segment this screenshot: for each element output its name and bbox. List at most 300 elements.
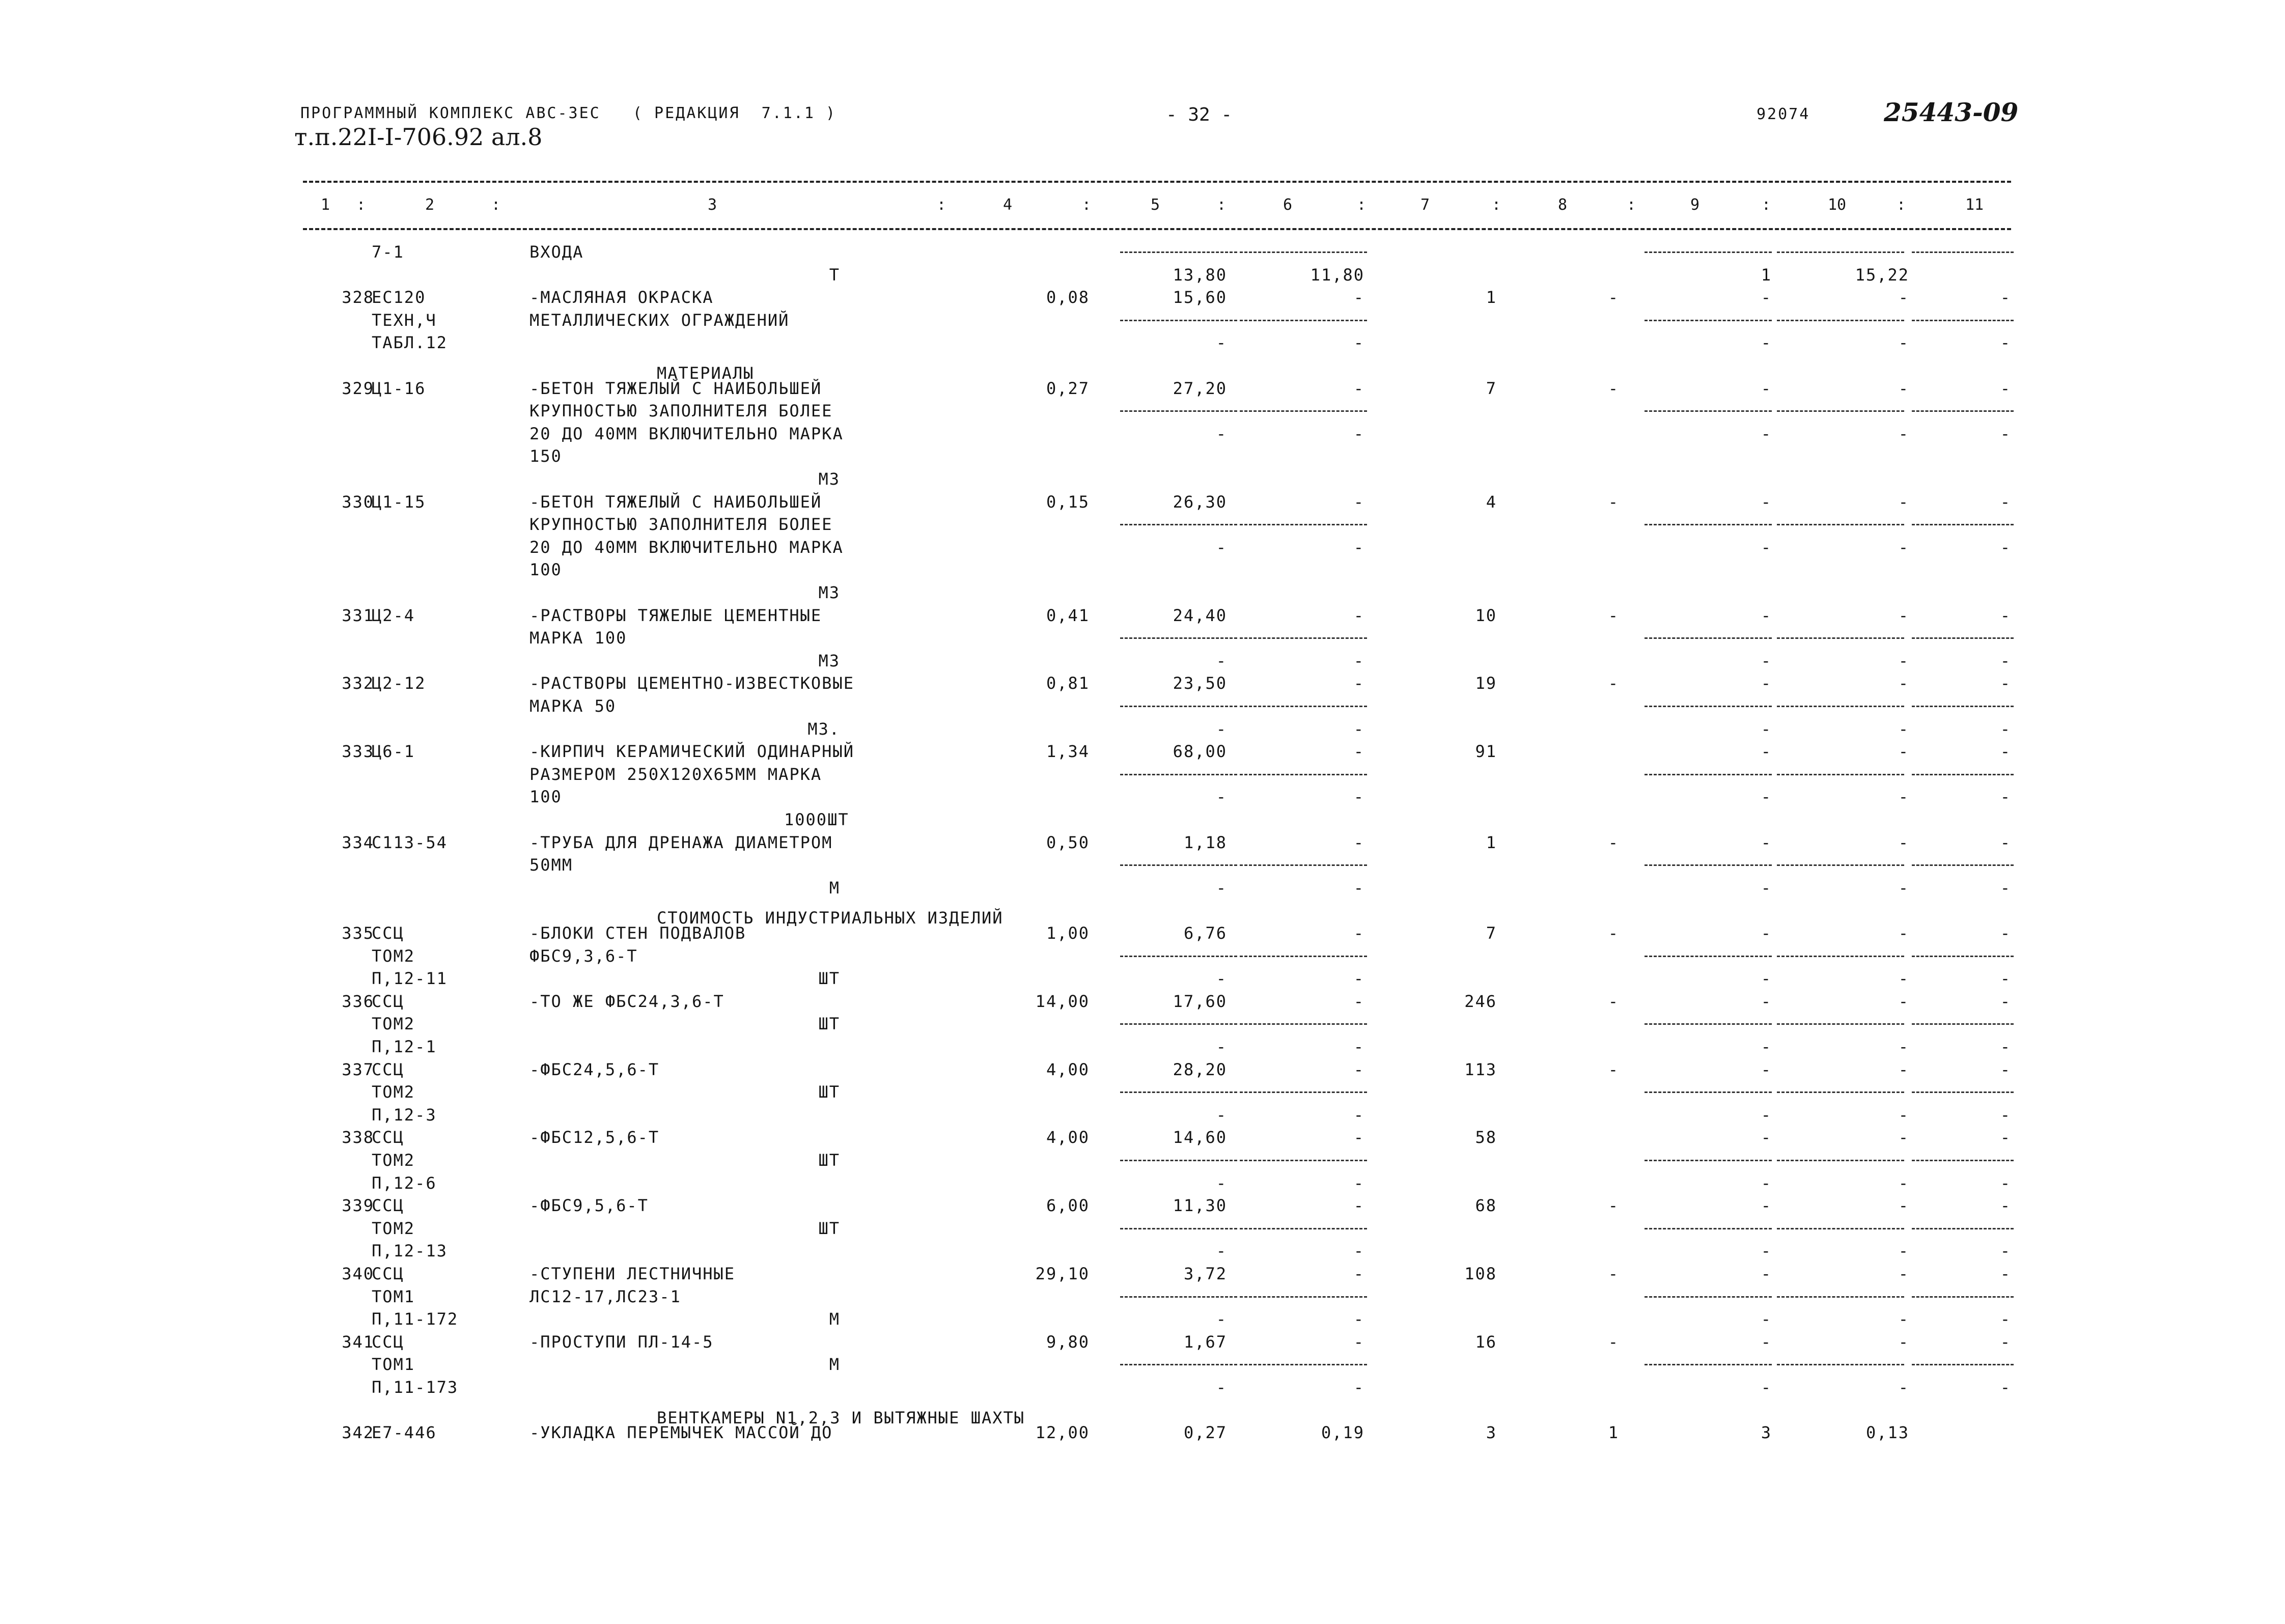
cell-c9: - [1761, 1309, 1772, 1329]
cell-desc: -БЕТОН ТЯЖЕЛЫЙ С НАИБОЛЬШЕЙ [530, 492, 822, 512]
cell-c9: - [1761, 424, 1772, 443]
cell-c10: - [1898, 1128, 1909, 1147]
cell-c10: - [1898, 1241, 1909, 1261]
column-separator: : [1492, 196, 1501, 214]
cell-code: Ц1-15 [372, 492, 426, 512]
table-row [0, 263, 2285, 287]
cell-num: 334 [342, 832, 374, 852]
subtotal-rule [1120, 956, 1237, 957]
cell-c6: - [1353, 651, 1364, 670]
subtotal-rule [1645, 524, 1772, 525]
subtotal-rule [1645, 706, 1772, 707]
subtotal-rule [1645, 956, 1772, 957]
subtotal-rule [1120, 1364, 1237, 1365]
cell-c11: - [2000, 742, 2011, 762]
column-separator: : [356, 196, 366, 214]
cell-code: ССЦ [372, 923, 404, 943]
cell-c9: - [1761, 742, 1772, 762]
cell-code: П,12-6 [372, 1173, 437, 1193]
cell-desc: -ФБС24,5,6-Т [530, 1059, 660, 1079]
cell-c11: - [2000, 605, 2011, 625]
cell-c5: 14,60 [1173, 1128, 1227, 1147]
subtotal-rule [1645, 251, 1772, 253]
cell-c9: - [1761, 288, 1772, 307]
cell-c11: - [2000, 1332, 2011, 1352]
cell-c5: 13,80 [1173, 265, 1227, 285]
cell-c6: - [1353, 742, 1364, 762]
subtotal-rule [1645, 1228, 1772, 1229]
table-row [0, 717, 2285, 741]
cell-c10: - [1898, 1264, 1909, 1283]
cell-c9: - [1761, 1128, 1772, 1147]
document-code: 92074 [1757, 105, 1810, 123]
cell-c5: 23,50 [1173, 674, 1227, 693]
cell-c7: 7 [1486, 378, 1497, 398]
cell-c4: 0,50 [1046, 832, 1090, 852]
cell-c4: 0,15 [1046, 492, 1090, 512]
subtotal-rule [1240, 1091, 1367, 1093]
cell-c7: 7 [1486, 923, 1497, 943]
document-reference: т.п.22I-I-706.92 ал.8 [294, 123, 543, 151]
cell-c8: - [1608, 1059, 1619, 1079]
cell-desc: МАРКА 100 [530, 628, 627, 648]
cell-code: ТОМ2 [372, 1082, 415, 1102]
cell-c7: 16 [1475, 1332, 1497, 1352]
subtotal-rule [1912, 320, 2014, 321]
table-row [0, 377, 2285, 400]
subtotal-rule [1120, 1296, 1237, 1298]
table-row [0, 536, 2285, 559]
cell-c10: - [1898, 674, 1909, 693]
subtotal-rule [1777, 320, 1904, 321]
table-row [0, 1058, 2285, 1081]
cell-c11: - [2000, 1059, 2011, 1079]
cell-c11: - [2000, 969, 2011, 989]
table-row [0, 808, 2285, 831]
subtotal-rule [1120, 524, 1237, 525]
cell-c6: - [1353, 878, 1364, 898]
cell-c6: - [1353, 1128, 1364, 1147]
subtotal-rule [1777, 956, 1904, 957]
cell-c7: 10 [1475, 605, 1497, 625]
subtotal-rule [1777, 1160, 1904, 1161]
cell-unit: М3 [818, 651, 840, 670]
subtotal-rule [1240, 320, 1367, 321]
cell-c5: - [1216, 719, 1227, 739]
cell-c8: - [1608, 832, 1619, 852]
cell-code: ТОМ2 [372, 946, 415, 966]
cell-c5: - [1216, 333, 1227, 353]
cell-c9: - [1761, 923, 1772, 943]
table-row [0, 671, 2285, 695]
cell-code: С113-54 [372, 832, 448, 852]
column-header: 5 [1151, 196, 1160, 214]
cell-desc: -ТРУБА ДЛЯ ДРЕНАЖА ДИАМЕТРОМ [530, 832, 833, 852]
section-heading: ВЕНТКАМЕРЫ N1,2,3 И ВЫТЯЖНЫЕ ШАХТЫ [657, 1408, 1025, 1427]
cell-c4: 1,34 [1046, 742, 1090, 762]
table-row [0, 785, 2285, 808]
column-separator: : [1627, 196, 1636, 214]
cell-c9: - [1761, 969, 1772, 989]
cell-c10: - [1898, 537, 1909, 557]
cell-code: Ц6-1 [372, 742, 415, 762]
cell-code: Ц2-4 [372, 605, 415, 625]
subtotal-rule [1240, 774, 1367, 775]
table-row [0, 649, 2285, 673]
cell-c5: 11,30 [1173, 1196, 1227, 1216]
cell-code: ССЦ [372, 991, 404, 1011]
subtotal-rule [1912, 1160, 2014, 1161]
cell-c11: - [2000, 1264, 2011, 1283]
subtotal-rule [1645, 864, 1772, 866]
cell-c10: - [1898, 742, 1909, 762]
table-row [0, 1330, 2285, 1354]
cell-c7: 1 [1486, 288, 1497, 307]
cell-c11: - [2000, 492, 2011, 512]
subtotal-rule [1645, 320, 1772, 321]
cell-num: 330 [342, 492, 374, 512]
table-row [0, 1376, 2285, 1399]
cell-c7: 1 [1486, 832, 1497, 852]
column-separator: : [1357, 196, 1367, 214]
cell-desc: -ФБС12,5,6-Т [530, 1128, 660, 1147]
cell-unit: М [829, 878, 840, 898]
cell-c4: 0,27 [1046, 378, 1090, 398]
cell-c6: - [1353, 605, 1364, 625]
cell-code: П,11-173 [372, 1378, 459, 1397]
cell-c5: 3,72 [1183, 1264, 1227, 1283]
table-row [0, 1103, 2285, 1127]
cell-c6: - [1353, 1264, 1364, 1283]
cell-code: П,12-3 [372, 1105, 437, 1125]
column-header: 10 [1828, 196, 1847, 214]
table-row [0, 558, 2285, 581]
cell-code: ЕС120 [372, 288, 426, 307]
cell-num: 338 [342, 1128, 374, 1147]
table-row [0, 831, 2285, 854]
cell-c6: 11,80 [1310, 265, 1364, 285]
subtotal-rule [1777, 1091, 1904, 1093]
column-header: 2 [425, 196, 435, 214]
cell-c10: - [1898, 1173, 1909, 1193]
subtotal-rule [1912, 1091, 2014, 1093]
cell-desc: -УКЛАДКА ПЕРЕМЫЧЕК МАССОЙ ДО [530, 1423, 833, 1443]
cell-c6: - [1353, 1037, 1364, 1056]
subtotal-rule [1777, 1228, 1904, 1229]
cell-code: Ц2-12 [372, 674, 426, 693]
table-row [0, 1421, 2285, 1444]
cell-c6: - [1353, 424, 1364, 443]
cell-c7: 68 [1475, 1196, 1497, 1216]
cell-num: 336 [342, 991, 374, 1011]
subtotal-rule [1777, 706, 1904, 707]
cell-c5: 68,00 [1173, 742, 1227, 762]
cell-num: 331 [342, 605, 374, 625]
subtotal-rule [1912, 410, 2014, 412]
subtotal-rule [1645, 410, 1772, 412]
cell-desc: -ФБС9,5,6-Т [530, 1196, 649, 1216]
cell-unit: ШТ [818, 969, 840, 989]
subtotal-rule [1912, 1296, 2014, 1298]
column-separator: : [937, 196, 946, 214]
cell-c8: - [1608, 288, 1619, 307]
cell-c11: - [2000, 1241, 2011, 1261]
table-row [0, 1262, 2285, 1285]
cell-c6: - [1353, 832, 1364, 852]
cell-c7: 113 [1464, 1059, 1497, 1079]
cell-c10: - [1898, 969, 1909, 989]
subtotal-rule [1777, 774, 1904, 775]
cell-c6: - [1353, 1196, 1364, 1216]
cell-c5: - [1216, 878, 1227, 898]
cell-c6: - [1353, 492, 1364, 512]
cell-c9: - [1761, 378, 1772, 398]
cell-c4: 12,00 [1035, 1423, 1090, 1443]
subtotal-rule [1120, 1023, 1237, 1025]
cell-code: 7-1 [372, 242, 404, 262]
subtotal-rule [1777, 251, 1904, 253]
subtotal-rule [1240, 1228, 1367, 1229]
cell-desc: 20 ДО 40ММ ВКЛЮЧИТЕЛЬНО МАРКА [530, 537, 844, 557]
cell-num: 335 [342, 923, 374, 943]
cell-c7: 4 [1486, 492, 1497, 512]
subtotal-rule [1777, 1296, 1904, 1298]
table-row [0, 1171, 2285, 1195]
cell-c7: 3 [1486, 1423, 1497, 1443]
cell-c10: - [1898, 333, 1909, 353]
subtotal-rule [1240, 1296, 1367, 1298]
cell-unit: 1000ШТ [784, 810, 849, 829]
subtotal-rule [1912, 1364, 2014, 1365]
cell-code: ТОМ2 [372, 1218, 415, 1238]
cell-num: 342 [342, 1423, 374, 1443]
cell-num: 339 [342, 1196, 374, 1216]
subtotal-rule [1240, 410, 1367, 412]
cell-c9: - [1761, 1378, 1772, 1397]
subtotal-rule [1120, 864, 1237, 866]
cell-c10: - [1898, 1196, 1909, 1216]
column-separator: : [1897, 196, 1906, 214]
cell-desc: МАРКА 50 [530, 696, 617, 716]
subtotal-rule [1240, 637, 1367, 639]
cell-c10: 15,22 [1855, 265, 1909, 285]
cell-desc: 100 [530, 560, 562, 580]
cell-desc: 150 [530, 446, 562, 466]
cell-unit: М [829, 1355, 840, 1375]
cell-num: 328 [342, 288, 374, 307]
cell-c4: 6,00 [1046, 1196, 1090, 1216]
cell-code: Ц1-16 [372, 378, 426, 398]
cell-c5: - [1216, 969, 1227, 989]
cell-c7: 19 [1475, 674, 1497, 693]
subtotal-rule [1120, 1228, 1237, 1229]
cell-code: ТОМ1 [372, 1286, 415, 1306]
cell-desc: КРУПНОСТЬЮ ЗАПОЛНИТЕЛЯ БОЛЕЕ [530, 515, 833, 535]
cell-c6: - [1353, 923, 1364, 943]
cell-c6: - [1353, 1241, 1364, 1261]
column-header: 11 [1965, 196, 1984, 214]
column-header: 6 [1283, 196, 1293, 214]
cell-unit: ШТ [818, 1082, 840, 1102]
cell-code: П,12-11 [372, 969, 448, 989]
cell-c10: 0,13 [1865, 1423, 1909, 1443]
cell-code: ССЦ [372, 1196, 404, 1216]
table-row [0, 967, 2285, 990]
program-header: ПРОГРАММНЫЙ КОМПЛЕКС АВС-3ЕС ( РЕДАКЦИЯ 7.1.1 ) [300, 104, 837, 122]
cell-c8: - [1608, 923, 1619, 943]
cell-unit: М [829, 1309, 840, 1329]
cell-c6: - [1353, 969, 1364, 989]
subtotal-rule [1120, 1160, 1237, 1161]
subtotal-rule [1240, 1023, 1367, 1025]
cell-c9: - [1761, 1059, 1772, 1079]
subtotal-rule [1912, 706, 2014, 707]
cell-unit: М3. [807, 719, 840, 739]
cell-c8: - [1608, 674, 1619, 693]
subtotal-rule [1120, 774, 1237, 775]
cell-c6: - [1353, 674, 1364, 693]
subtotal-rule [1912, 1228, 2014, 1229]
table-row [0, 990, 2285, 1013]
cell-c5: 0,27 [1183, 1423, 1227, 1443]
cell-c5: - [1216, 1378, 1227, 1397]
cell-c11: - [2000, 333, 2011, 353]
subtotal-rule [1120, 706, 1237, 707]
column-header: 8 [1558, 196, 1568, 214]
cell-c6: - [1353, 378, 1364, 398]
cell-c8: 1 [1608, 1423, 1619, 1443]
column-separator: : [1082, 196, 1092, 214]
cell-c10: - [1898, 1309, 1909, 1329]
cell-c10: - [1898, 288, 1909, 307]
table-row [0, 581, 2285, 604]
cell-c6: - [1353, 333, 1364, 353]
column-separator: : [1762, 196, 1771, 214]
cell-c4: 29,10 [1035, 1264, 1090, 1283]
cell-desc: -РАСТВОРЫ ЦЕМЕНТНО-ИЗВЕСТКОВЫЕ [530, 674, 854, 693]
cell-c9: - [1761, 991, 1772, 1011]
cell-c11: - [2000, 424, 2011, 443]
cell-c9: 1 [1761, 265, 1772, 285]
subtotal-rule [1912, 251, 2014, 253]
table-row [0, 1307, 2285, 1331]
cell-c11: - [2000, 923, 2011, 943]
cell-c4: 4,00 [1046, 1059, 1090, 1079]
cell-c10: - [1898, 832, 1909, 852]
subtotal-rule [1240, 1160, 1367, 1161]
cell-desc: -КИРПИЧ КЕРАМИЧЕСКИЙ ОДИНАРНЫЙ [530, 742, 854, 762]
cell-unit: М3 [818, 469, 840, 489]
cell-c5: - [1216, 787, 1227, 807]
cell-c8: - [1608, 1264, 1619, 1283]
cell-unit: ШТ [818, 1014, 840, 1034]
cell-c7: 246 [1464, 991, 1497, 1011]
cell-c5: - [1216, 1241, 1227, 1261]
cell-c6: - [1353, 1378, 1364, 1397]
subtotal-rule [1120, 251, 1237, 253]
column-header: 7 [1420, 196, 1430, 214]
cell-c9: - [1761, 333, 1772, 353]
subtotal-rule [1240, 956, 1367, 957]
cell-code: ТЕХН,Ч [372, 310, 437, 330]
cell-c9: - [1761, 1105, 1772, 1125]
cell-c10: - [1898, 991, 1909, 1011]
cell-c4: 14,00 [1035, 991, 1090, 1011]
table-row [0, 921, 2285, 945]
cell-c6: - [1353, 1332, 1364, 1352]
cell-c11: - [2000, 991, 2011, 1011]
cell-c10: - [1898, 719, 1909, 739]
cell-c10: - [1898, 1378, 1909, 1397]
cell-desc: -СТУПЕНИ ЛЕСТНИЧНЫЕ [530, 1264, 736, 1283]
cell-c11: - [2000, 288, 2011, 307]
cell-desc: МЕТАЛЛИЧЕСКИХ ОГРАЖДЕНИЙ [530, 310, 790, 330]
cell-c8: - [1608, 991, 1619, 1011]
subtotal-rule [1777, 1364, 1904, 1365]
subtotal-rule [1912, 774, 2014, 775]
cell-c9: - [1761, 1196, 1772, 1216]
cell-c11: - [2000, 719, 2011, 739]
cell-c4: 0,41 [1046, 605, 1090, 625]
cell-c11: - [2000, 1196, 2011, 1216]
cell-c9: - [1761, 787, 1772, 807]
subtotal-rule [1645, 1160, 1772, 1161]
page-number: - 32 - [1166, 104, 1233, 125]
cell-c11: - [2000, 787, 2011, 807]
subtotal-rule [1777, 864, 1904, 866]
section-heading: СТОИМОСТЬ ИНДУСТРИАЛЬНЫХ ИЗДЕЛИЙ [657, 908, 1004, 928]
cell-c9: - [1761, 537, 1772, 557]
column-header: 1 [321, 196, 330, 214]
cell-num: 340 [342, 1264, 374, 1283]
cell-num: 333 [342, 742, 374, 762]
cell-c5: - [1216, 1309, 1227, 1329]
table-row [0, 1126, 2285, 1149]
cell-c9: - [1761, 605, 1772, 625]
cell-c8: - [1608, 492, 1619, 512]
cell-c5: - [1216, 1173, 1227, 1193]
subtotal-rule [1645, 1023, 1772, 1025]
table-row [0, 1194, 2285, 1217]
cell-desc: РАЗМЕРОМ 250Х120Х65ММ МАРКА [530, 764, 822, 784]
cell-c6: - [1353, 787, 1364, 807]
table-row [0, 1239, 2285, 1263]
cell-code: ССЦ [372, 1264, 404, 1283]
section-heading: МАТЕРИАЛЫ [657, 363, 755, 383]
cell-c10: - [1898, 424, 1909, 443]
subtotal-rule [1120, 637, 1237, 639]
cell-c6: - [1353, 537, 1364, 557]
cell-c9: - [1761, 492, 1772, 512]
cell-c6: - [1353, 1105, 1364, 1125]
cell-c10: - [1898, 923, 1909, 943]
table-row [0, 490, 2285, 514]
cell-code: ТОМ1 [372, 1355, 415, 1375]
cell-c5: - [1216, 1105, 1227, 1125]
cell-c10: - [1898, 878, 1909, 898]
cell-c10: - [1898, 1037, 1909, 1056]
subtotal-rule [1240, 524, 1367, 525]
cell-c4: 4,00 [1046, 1128, 1090, 1147]
cell-c4: 9,80 [1046, 1332, 1090, 1352]
cell-c6: - [1353, 719, 1364, 739]
cell-c9: - [1761, 651, 1772, 670]
cell-c5: 6,76 [1183, 923, 1227, 943]
cell-c9: - [1761, 878, 1772, 898]
subtotal-rule [1240, 706, 1367, 707]
cell-desc: -РАСТВОРЫ ТЯЖЕЛЫЕ ЦЕМЕНТНЫЕ [530, 605, 822, 625]
cell-c11: - [2000, 1105, 2011, 1125]
